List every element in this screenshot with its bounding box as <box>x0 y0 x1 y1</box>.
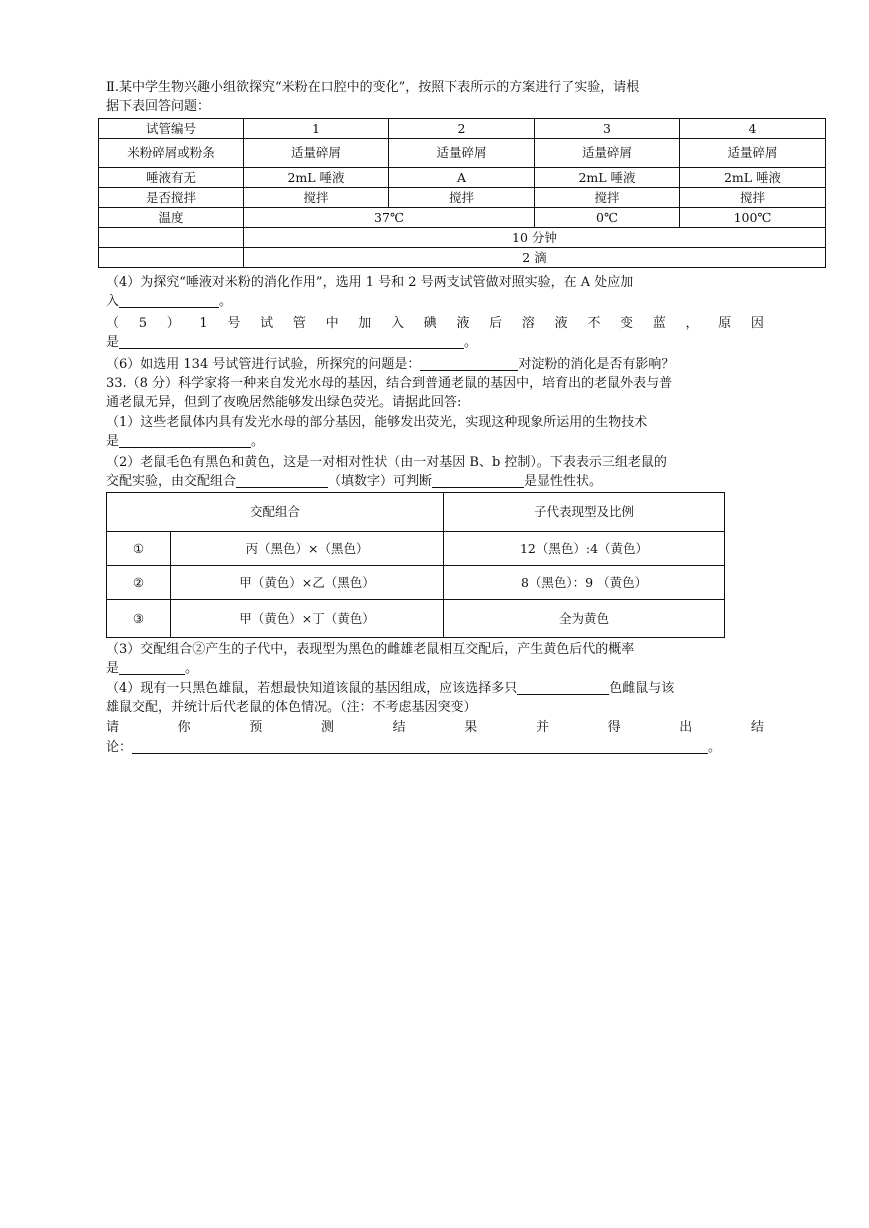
q5-line-1-char: 中 <box>325 316 339 331</box>
table-cell: 甲（黄色）×乙（黑色） <box>171 566 444 600</box>
q33-p4-line-3-char: 得 <box>607 720 621 735</box>
table-cell: ③ <box>107 600 171 638</box>
q6-suffix: 对淀粉的消化是否有影响？ <box>518 357 675 372</box>
table-cell: 2mL 唾液 <box>244 168 389 188</box>
q33-p1-answer-blank[interactable] <box>119 433 251 448</box>
table-row <box>99 119 826 139</box>
q5-line-1-char: 1 <box>199 316 208 331</box>
intro-line-1: Ⅱ.某中学生物兴趣小组欲探究“米粉在口腔中的变化”，按照下表所示的方案进行了实验，请根 <box>106 80 640 95</box>
q33-p2-blank-trait[interactable] <box>432 473 524 488</box>
table-cell: 子代表现型及比例 <box>444 493 725 532</box>
q33-p4-line-3-char: 结 <box>392 720 406 735</box>
q5-line-1-char: 碘 <box>423 316 437 331</box>
q33-p1-line-2 <box>106 433 264 451</box>
q33-p2-line-1: （2）老鼠毛色有黑色和黄色，这是一对相对性状（由一对基因 B、b 控制）。下表表示三组老鼠的 <box>106 455 667 470</box>
q5-line-1-char: （ <box>106 316 120 331</box>
q6-answer-blank[interactable] <box>420 356 518 371</box>
q5-line-1-char: 入 <box>391 316 405 331</box>
table-cell: 100℃ <box>680 208 826 228</box>
q33-line-1: 33.（8 分）科学家将一种来自发光水母的基因，结合到普通老鼠的基因中，培育出的老鼠外表与普 <box>106 376 673 391</box>
q5-line-1-char: 液 <box>554 316 568 331</box>
q33-p4-conclusion-blank[interactable] <box>132 739 708 754</box>
q5-answer-blank[interactable] <box>119 334 464 349</box>
q5-line-1-char: 不 <box>587 316 601 331</box>
table-cell: 米粉碎屑或粉条 <box>99 139 244 168</box>
table-cell: 是否搅拌 <box>99 188 244 208</box>
q33-p4-line-3-char: 果 <box>464 720 478 735</box>
q6-prefix: （6）如选用 134 号试管进行试验，所探究的问题是： <box>106 357 421 372</box>
q33-p2-line-2 <box>106 473 602 491</box>
table-cell: 唾液有无 <box>99 168 244 188</box>
q5-line-1-char: 溶 <box>521 316 535 331</box>
table-cell: 0℃ <box>535 208 680 228</box>
q33-line-2: 通老鼠无异，但到了夜晚居然能够发出绿色荧光。请据此回答: <box>106 395 462 410</box>
q33-p4-line-1 <box>106 680 674 698</box>
q5-line-1-char: 加 <box>358 316 372 331</box>
table-cell: 8（黑色）：9 （黄色） <box>444 566 725 600</box>
q33-p2-text-b: （填数字）可判断 <box>328 474 433 489</box>
q4-line-1: （4）为探究“唾液对米粉的消化作用”，选用 1 号和 2 号两支试管做对照实验，在 A 处应加 <box>106 275 634 290</box>
q33-p4-conclusion-prefix: 论： <box>106 740 133 755</box>
table-cell: 4 <box>680 119 826 139</box>
q5-line-1-char: 变 <box>620 316 634 331</box>
q33-p3-suffix: 。 <box>185 661 199 676</box>
table-cell: 试管编号 <box>99 119 244 139</box>
q33-p4-line-3-char: 测 <box>320 720 334 735</box>
q33-p4-line-3-char: 结 <box>750 720 764 735</box>
q33-p1-line-1: （1）这些老鼠体内具有发光水母的部分基因，能够发出荧光，实现这种现象所运用的生物技术 <box>106 415 648 430</box>
q33-p4-line-3-char: 请 <box>106 720 120 735</box>
table-row <box>99 208 826 228</box>
table-cell: 37℃ <box>244 208 535 228</box>
q33-p3-prefix: 是 <box>106 661 120 676</box>
q33-p3-line-2 <box>106 660 198 678</box>
q33-p3-line-1: （3）交配组合②产生的子代中，表现型为黑色的雌雄老鼠相互交配后，产生黄色后代的概率 <box>106 642 635 657</box>
table-row <box>99 248 826 268</box>
mating-table <box>106 492 725 638</box>
table-cell: ② <box>107 566 171 600</box>
q5-line-1-char: ， <box>685 316 699 331</box>
q33-p3-answer-blank[interactable] <box>119 660 185 675</box>
q5-line-2 <box>106 334 477 352</box>
q5-prefix: 是 <box>106 335 120 350</box>
table-cell: 甲（黄色）×丁（黄色） <box>171 600 444 638</box>
q5-line-1-char: 原 <box>718 316 732 331</box>
intro-line-2: 据下表回答问题： <box>106 99 211 114</box>
q5-line-1-char: ） <box>166 316 180 331</box>
table-cell: A <box>389 168 535 188</box>
table-cell: 交配组合 <box>107 493 444 532</box>
q5-line-1-char: 号 <box>227 316 241 331</box>
table-cell: 2 滴 <box>244 248 826 268</box>
table-cell: 温度 <box>99 208 244 228</box>
q5-line-1-char: 后 <box>489 316 503 331</box>
q33-p2-text-a: 交配实验，由交配组合 <box>106 474 237 489</box>
q33-p4-conclusion-suffix: 。 <box>708 740 722 755</box>
table-cell: 搅拌 <box>389 188 535 208</box>
table-row <box>99 168 826 188</box>
q33-p2-text-c: 是显性性状。 <box>524 474 603 489</box>
q5-line-1-char: 蓝 <box>652 316 666 331</box>
table-cell: 2 <box>389 119 535 139</box>
table-cell: 适量碎屑 <box>389 139 535 168</box>
table-row <box>107 532 725 566</box>
table-row <box>107 600 725 638</box>
q5-line-1-char: 5 <box>138 316 147 331</box>
q33-p4-suffix: 色雌鼠与该 <box>609 681 675 696</box>
q5-line-1-char: 液 <box>456 316 470 331</box>
q4-line-2 <box>106 293 232 311</box>
q5-line-1-char: 因 <box>750 316 764 331</box>
q5-line-1-char: 试 <box>260 316 274 331</box>
table-cell: 适量碎屑 <box>244 139 389 168</box>
q5-line-1 <box>106 315 764 333</box>
table-cell: 2mL 唾液 <box>680 168 826 188</box>
q33-p4-line-3-char: 并 <box>535 720 549 735</box>
q33-p1-suffix: 。 <box>251 434 265 449</box>
q33-p4-prefix: （4）现有一只黑色雄鼠，若想最快知道该鼠的基因组成，应该选择多只 <box>106 681 518 696</box>
table-cell <box>99 228 244 248</box>
table-row <box>99 139 826 168</box>
table-cell: 适量碎屑 <box>535 139 680 168</box>
table-row <box>99 228 826 248</box>
table-row <box>99 188 826 208</box>
q4-suffix: 。 <box>219 294 233 309</box>
table-cell: 搅拌 <box>244 188 389 208</box>
table-cell: 1 <box>244 119 389 139</box>
q33-p4-line-3-char: 出 <box>679 720 693 735</box>
q5-line-1-char: 管 <box>292 316 306 331</box>
table-cell: 3 <box>535 119 680 139</box>
table-cell: 2mL 唾液 <box>535 168 680 188</box>
table-cell: ① <box>107 532 171 566</box>
table-cell <box>99 248 244 268</box>
table-cell: 12（黑色）:4（黄色） <box>444 532 725 566</box>
q33-p4-line-3-char: 预 <box>249 720 263 735</box>
table-cell: 适量碎屑 <box>680 139 826 168</box>
q33-p4-line-4 <box>106 739 721 757</box>
q6-line <box>106 356 674 374</box>
table-cell: 搅拌 <box>680 188 826 208</box>
q33-p4-line-3 <box>106 719 764 737</box>
q5-suffix: 。 <box>464 335 478 350</box>
table-cell: 全为黄色 <box>444 600 725 638</box>
table-cell: 搅拌 <box>535 188 680 208</box>
experiment-table <box>98 118 826 268</box>
q33-p4-color-blank[interactable] <box>517 680 609 695</box>
table-cell: 丙（黑色）×（黑色） <box>171 532 444 566</box>
q4-prefix: 入 <box>106 294 120 309</box>
q4-answer-blank[interactable] <box>119 293 219 308</box>
table-cell: 10 分钟 <box>244 228 826 248</box>
table-row <box>107 493 725 532</box>
table-row <box>107 566 725 600</box>
q33-p4-line-3-char: 你 <box>177 720 191 735</box>
q33-p1-prefix: 是 <box>106 434 120 449</box>
q33-p2-blank-number[interactable] <box>236 473 328 488</box>
q33-p4-line-2: 雄鼠交配，并统计后代老鼠的体色情况。（注：不考虑基因突变） <box>106 700 477 715</box>
